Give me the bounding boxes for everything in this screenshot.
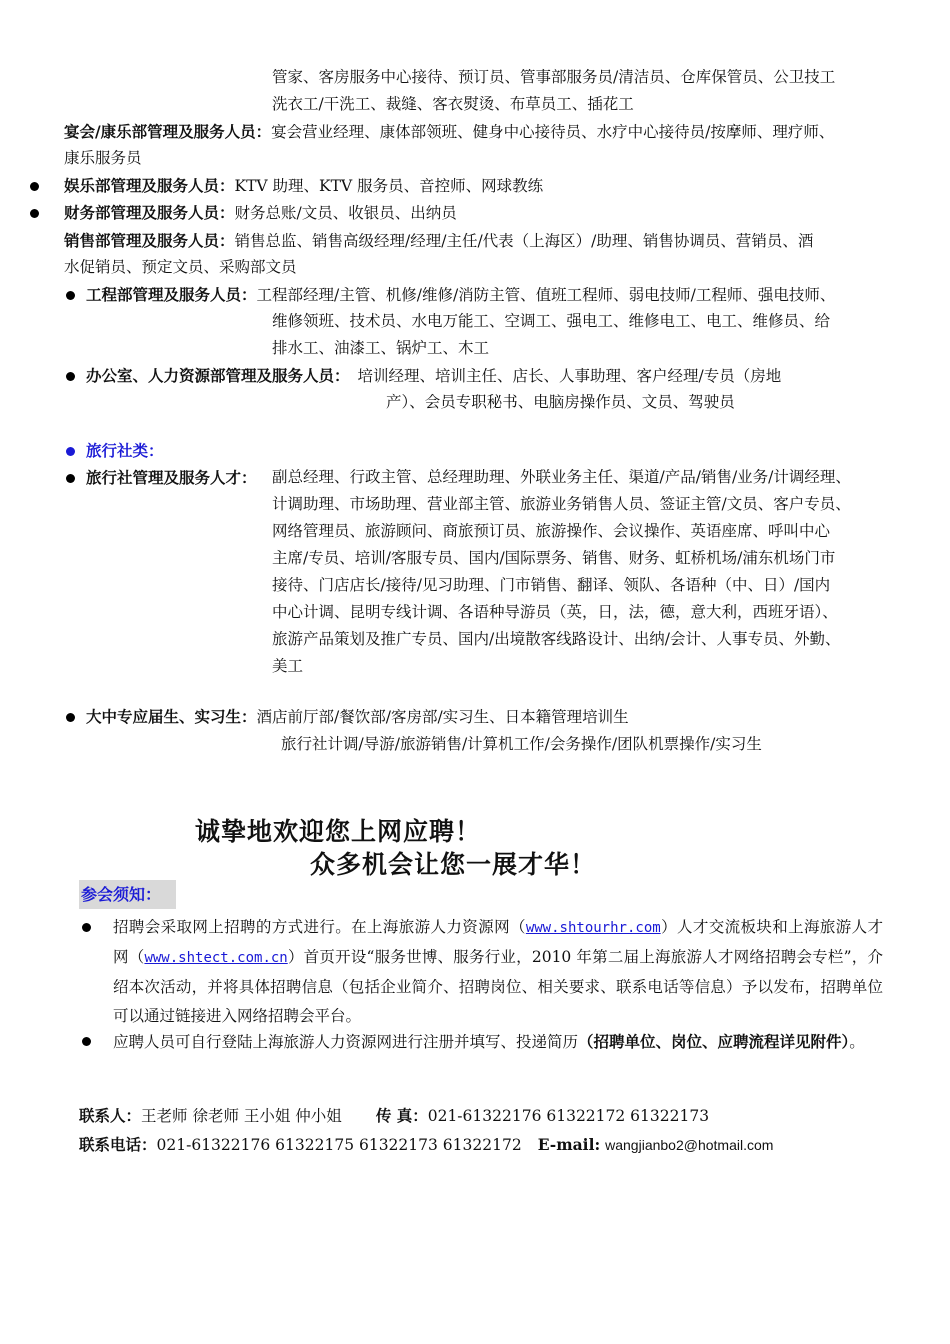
notice-p2-text-c: 。 (849, 1033, 865, 1051)
graduates-line-2: 旅行社计调/导游/旅游销售/计算机工作/会务操作/团队机票操作/实习生 (281, 735, 762, 753)
travel-line: 网络管理员、旅游顾问、商旅预订员、旅游操作、会议操作、英语座席、呼叫中心 (272, 522, 831, 540)
housekeeping-line-1: 管家、客房服务中心接待、预订员、管事部服务员/清洁员、仓库保管员、公卫技工 (272, 68, 836, 86)
notice-p1-text-a: 招聘会采取网上招聘的方式进行。在上海旅游人力资源网（ (113, 918, 526, 936)
entertainment-positions: KTV 助理、KTV 服务员、音控师、网球教练 (234, 177, 544, 195)
entertainment-entry (64, 172, 543, 200)
finance-entry (64, 199, 457, 227)
travel-line: 旅游产品策划及推广专员、国内/出境散客线路设计、出纳/会计、人事专员、外勤、 (272, 630, 841, 648)
bullet-icon (66, 713, 75, 722)
sales-label: 销售部管理及服务人员： (64, 231, 235, 250)
office-entry (86, 362, 781, 390)
engineering-entry (86, 281, 835, 309)
travel-line: 副总经理、行政主管、总经理助理、外联业务主任、渠道/产品/销售/业务/计调经理、 (272, 468, 851, 486)
finance-label: 财务部管理及服务人员： (64, 203, 235, 222)
sales-positions: 销售总监、销售高级经理/经理/主任/代表（上海区）/助理、销售协调员、营销员、酒 (234, 232, 814, 250)
office-label: 办公室、人力资源部管理及服务人员： (86, 366, 350, 385)
travel-line: 主席/专员、培训/客服专员、国内/国际票务、销售、财务、虹桥机场/浦东机场门市 (272, 549, 836, 567)
travel-line: 美工 (272, 657, 304, 675)
shtourhr-link[interactable]: www.shtourhr.com (525, 920, 661, 936)
entertainment-label: 娱乐部管理及服务人员： (64, 176, 235, 195)
engineering-line-3: 排水工、油漆工、锅炉工、木工 (272, 339, 490, 357)
contact-persons: 王老师 徐老师 王小姐 仲小姐 (141, 1107, 342, 1125)
notice-heading: 参会须知： (79, 880, 176, 909)
email-address[interactable]: wangjianbo2@hotmail.com (605, 1137, 774, 1153)
banquet-positions: 宴会营业经理、康体部领班、健身中心接待员、水疗中心接待员/按摩师、理疗师、 (271, 123, 835, 141)
graduates-entry (86, 703, 629, 731)
sales-entry (64, 227, 813, 255)
notice-p1-text-c: ）首页开设“服务世博、服务行业，2010 年第二届上海旅游人才网络招聘会专栏”，介绍本次活动，并将具体招聘信息（包括企业简介、招聘岗位、相关要求、联系电话等信息）予以发布，招聘单位可以通过链接进入网络招聘会平台。 (113, 948, 883, 1025)
slogan-line-1: 诚挚地欢迎您上网应聘！ (195, 817, 482, 846)
housekeeping-line-2: 洗衣工/干洗工、裁缝、客衣熨烫、布草员工、插花工 (272, 95, 634, 113)
shtect-link[interactable]: www.shtect.com.cn (144, 950, 288, 966)
notice-p1-text-b: ）人才交流板块和上海旅游人才网（ (113, 918, 883, 966)
banquet-label: 宴会/康乐部管理及服务人员： (64, 122, 272, 141)
bullet-icon (66, 474, 75, 483)
bullet-icon (82, 1037, 91, 1046)
fax-label: 传 真： (375, 1106, 428, 1125)
notice-p2-text-a: 应聘人员可自行登陆上海旅游人力资源网进行注册并填写、投递简历 (113, 1033, 579, 1051)
notice-p2-attachment-note: （招聘单位、岗位、应聘流程详见附件） (578, 1032, 850, 1051)
email-label: E-mail: (537, 1135, 601, 1154)
contact-phone-row (79, 1131, 773, 1159)
notice-paragraph-2 (113, 1027, 883, 1057)
bullet-icon (30, 209, 39, 218)
fax-numbers: 021-61322176 61322172 61322173 (427, 1107, 710, 1125)
office-line-2: 产）、会员专职秘书、电脑房操作员、文员、驾驶员 (386, 393, 735, 411)
bullet-icon (66, 291, 75, 300)
sales-line-2: 水促销员、预定文员、采购部文员 (64, 258, 297, 276)
banquet-entry (64, 118, 834, 146)
contact-persons-row (79, 1102, 709, 1130)
travel-line: 计调助理、市场助理、营业部主管、旅游业务销售人员、签证主管/文员、客户专员、 (272, 495, 851, 513)
travel-label: 旅行社管理及服务人才： (86, 468, 257, 487)
travel-line: 中心计调、昆明专线计调、各语种导游员（英，日，法，德，意大利，西班牙语）、 (272, 603, 838, 621)
bullet-icon (66, 447, 75, 456)
engineering-positions: 工程部经理/主管、机修/维修/消防主管、值班工程师、弱电技师/工程师、强电技师、 (256, 286, 836, 304)
engineering-line-2: 维修领班、技术员、水电万能工、空调工、强电工、维修电工、电工、维修员、给 (272, 312, 831, 330)
graduates-positions: 酒店前厅部/餐饮部/客房部/实习生、日本籍管理培训生 (256, 708, 629, 726)
phone-numbers: 021-61322176 61322175 61322173 61322172 (156, 1136, 522, 1154)
engineering-label: 工程部管理及服务人员： (86, 285, 257, 304)
graduates-label: 大中专应届生、实习生： (86, 707, 257, 726)
slogan-line-2: 众多机会让您一展才华！ (310, 850, 597, 879)
travel-section-title: 旅行社类： (86, 441, 164, 460)
banquet-line-2: 康乐服务员 (64, 149, 142, 167)
bullet-icon (66, 372, 75, 381)
bullet-icon (82, 923, 91, 932)
phone-label: 联系电话： (79, 1135, 157, 1154)
finance-positions: 财务总账/文员、收银员、出纳员 (234, 204, 457, 222)
notice-paragraph-1 (113, 913, 883, 1031)
office-positions: 培训经理、培训主任、店长、人事助理、客户经理/专员（房地 (357, 367, 782, 385)
contact-person-label: 联系人： (79, 1106, 142, 1125)
travel-line: 接待、门店店长/接待/见习助理、门市销售、翻译、领队、各语种（中、日）/国内 (272, 576, 831, 594)
bullet-icon (30, 182, 39, 191)
